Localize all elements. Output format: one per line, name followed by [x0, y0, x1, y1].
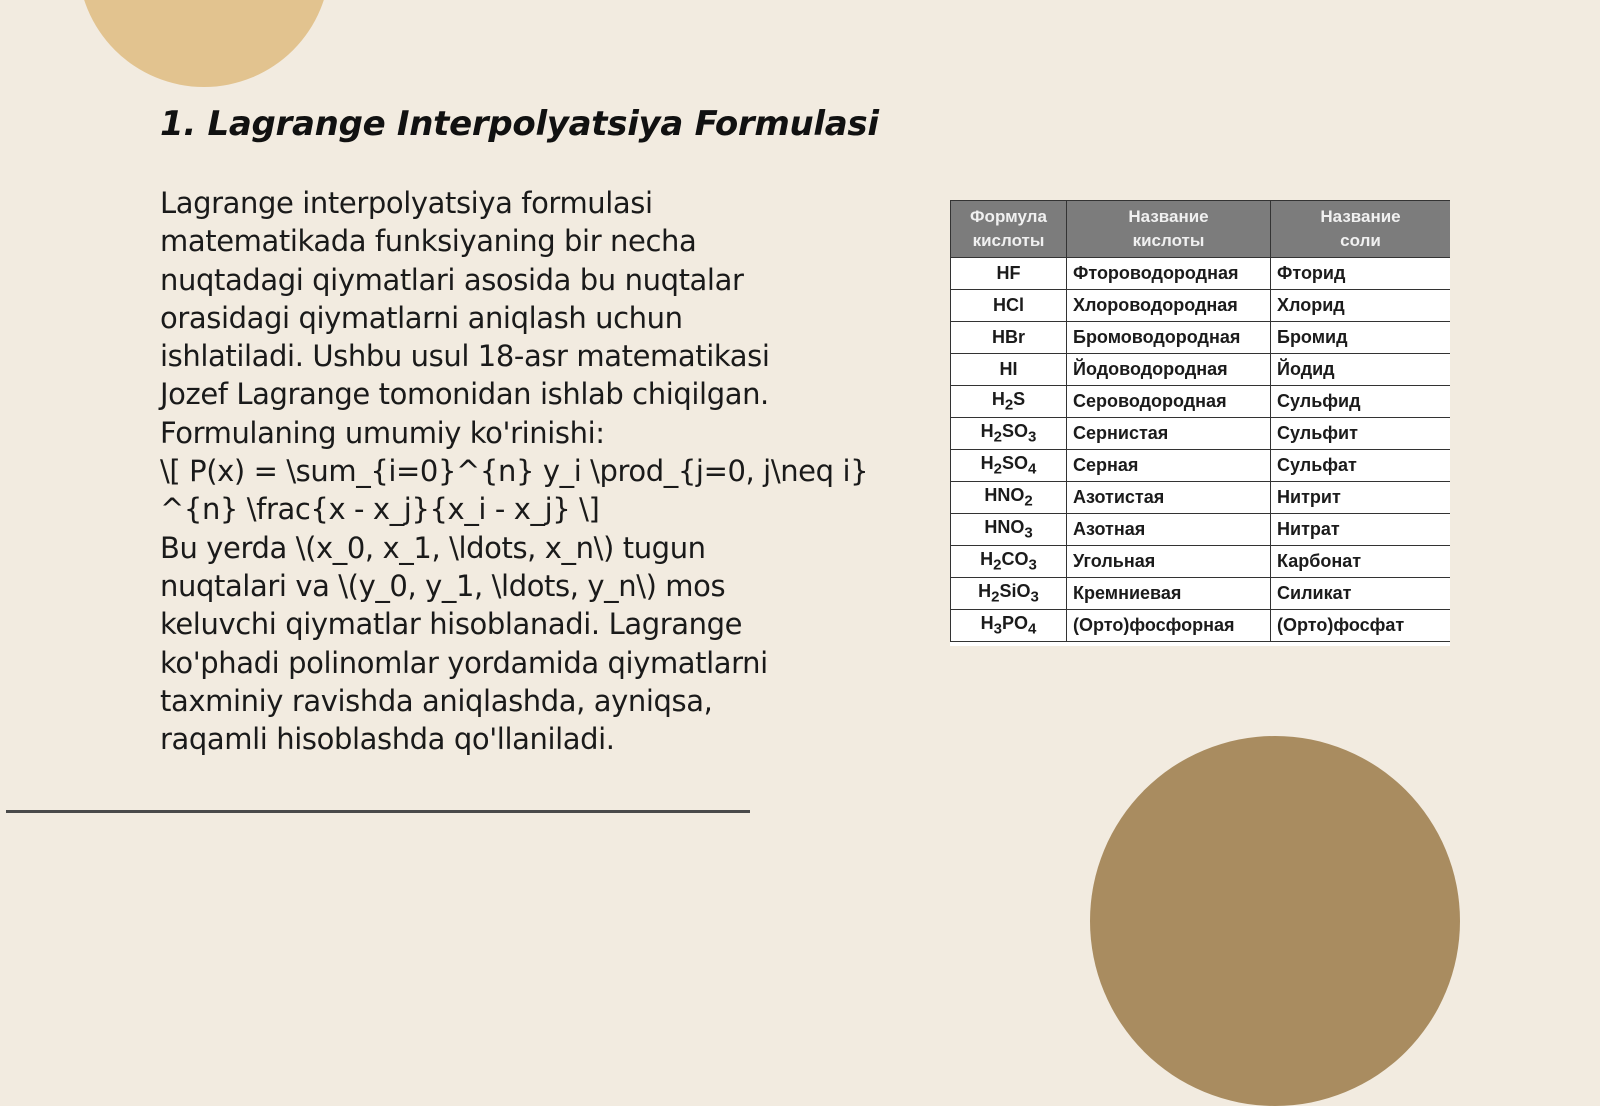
- formula-part: H: [991, 389, 1005, 410]
- formula-part: H: [978, 581, 992, 602]
- formula-subscript: 4: [1028, 620, 1037, 638]
- salt-name-cell: Фторид: [1271, 258, 1451, 290]
- formula-subscript: 2: [993, 428, 1002, 446]
- formula-line: \[ P(x) = \sum_{i=0}^{n} y_i \prod_{j=0, j\neq i}: [160, 454, 869, 489]
- header-line: Название: [1320, 207, 1401, 226]
- formula-cell: [951, 514, 1067, 546]
- formula-subscript: 4: [1028, 460, 1037, 478]
- body-line: Lagrange interpolyatsiya formulasi: [160, 186, 653, 220]
- acid-name-cell: Азотистая: [1067, 482, 1271, 514]
- decorative-circle-top: [78, 0, 330, 87]
- formula-cell: [951, 322, 1067, 354]
- body-line: Formulaning umumiy ko'rinishi:: [160, 415, 605, 450]
- formula-subscript: 3: [1030, 588, 1039, 606]
- table-row: [951, 546, 1451, 578]
- salt-name-cell: Бромид: [1271, 322, 1451, 354]
- formula-part: HCl: [993, 295, 1024, 315]
- formula-part: CO: [1001, 549, 1029, 570]
- acid-name-cell: Бромоводородная: [1067, 322, 1271, 354]
- salt-name-cell: Нитрит: [1271, 482, 1451, 514]
- body-line: keluvchi qiymatlar hisoblanadi. Lagrange: [160, 607, 743, 642]
- formula-part: SO: [1001, 453, 1028, 474]
- formula-cell: [951, 354, 1067, 386]
- slide-title: 1. Lagrange Interpolyatsiya Formulasi: [160, 104, 879, 144]
- formula-cell: [951, 290, 1067, 322]
- header-acid-name: [1067, 201, 1271, 258]
- acid-table-image: [950, 200, 1450, 646]
- salt-name-cell: Сульфат: [1271, 450, 1451, 482]
- table-row: [951, 482, 1451, 514]
- salt-name-cell: Сульфид: [1271, 386, 1451, 418]
- table-header-row: [951, 201, 1451, 258]
- formula-cell: [951, 386, 1067, 418]
- formula-cell: [951, 578, 1067, 610]
- formula-subscript: 3: [993, 620, 1002, 638]
- horizontal-divider: [6, 810, 750, 813]
- table-row: [951, 610, 1451, 642]
- formula-part: H: [980, 549, 994, 570]
- formula-part: HNO: [984, 485, 1025, 506]
- body-line: matematikada funksiyaning bir necha: [160, 224, 697, 259]
- body-line: orasidagi qiymatlarni aniqlash uchun: [160, 300, 683, 335]
- formula-line: ^{n} \frac{x - x_j}{x_i - x_j} \]: [160, 492, 600, 527]
- formula-part: HI: [999, 359, 1018, 379]
- formula-part: HBr: [991, 327, 1025, 347]
- formula-subscript: 2: [993, 556, 1002, 574]
- header-salt-name: [1271, 201, 1451, 258]
- table-row: [951, 514, 1451, 546]
- body-line: taxminiy ravishda aniqlashda, ayniqsa,: [160, 683, 713, 718]
- acid-name-cell: Угольная: [1067, 546, 1271, 578]
- formula-cell: [951, 610, 1067, 642]
- acid-name-cell: Йодоводородная: [1067, 354, 1271, 386]
- formula-cell: [951, 450, 1067, 482]
- salt-name-cell: Йодид: [1271, 354, 1451, 386]
- table-row: [951, 354, 1451, 386]
- table-row: [951, 450, 1451, 482]
- salt-name-cell: Хлорид: [1271, 290, 1451, 322]
- decorative-circle-bottom: [1090, 736, 1460, 1106]
- formula-subscript: 2: [991, 588, 1000, 606]
- acid-name-cell: Сернистая: [1067, 418, 1271, 450]
- formula-subscript: 3: [1028, 556, 1037, 574]
- table-row: [951, 578, 1451, 610]
- formula-subscript: 2: [1004, 396, 1014, 414]
- header-line: кислоты: [972, 231, 1045, 250]
- acid-name-cell: (Орто)фосфорная: [1067, 610, 1271, 642]
- table-row: [951, 322, 1451, 354]
- header-line: соли: [1340, 231, 1381, 250]
- table-row: [951, 386, 1451, 418]
- formula-part: S: [1013, 389, 1026, 410]
- formula-subscript: 3: [1024, 524, 1033, 542]
- salt-name-cell: Карбонат: [1271, 546, 1451, 578]
- body-line: Jozef Lagrange tomonidan ishlab chiqilgan.: [160, 377, 769, 412]
- table-row: [951, 418, 1451, 450]
- slide-body-text: [160, 184, 880, 758]
- formula-subscript: 3: [1028, 428, 1037, 446]
- formula-cell: [951, 482, 1067, 514]
- formula-part: H: [980, 453, 994, 474]
- header-line: Название: [1128, 207, 1209, 226]
- formula-cell: [951, 546, 1067, 578]
- formula-cell: [951, 418, 1067, 450]
- body-line: raqamli hisoblashda qo'llaniladi.: [160, 722, 615, 757]
- formula-subscript: 2: [1024, 492, 1033, 510]
- salt-name-cell: (Орто)фосфат: [1271, 610, 1451, 642]
- body-line: Bu yerda \(x_0, x_1, \ldots, x_n\) tugun: [160, 530, 706, 565]
- acid-name-cell: Азотная: [1067, 514, 1271, 546]
- formula-part: H: [980, 613, 994, 634]
- formula-cell: [951, 258, 1067, 290]
- salt-name-cell: Сульфит: [1271, 418, 1451, 450]
- body-line: nuqtadagi qiymatlari asosida bu nuqtalar: [160, 262, 744, 297]
- salt-name-cell: Силикат: [1271, 578, 1451, 610]
- body-line: ko'phadi polinomlar yordamida qiymatlarni: [160, 645, 768, 680]
- table-row: [951, 290, 1451, 322]
- formula-part: SiO: [999, 581, 1031, 602]
- formula-part: HNO: [984, 517, 1025, 538]
- acid-table: [950, 200, 1450, 642]
- acid-name-cell: Сероводородная: [1067, 386, 1271, 418]
- acid-name-cell: Фтороводородная: [1067, 258, 1271, 290]
- acid-name-cell: Серная: [1067, 450, 1271, 482]
- header-line: Формула: [970, 207, 1047, 226]
- header-line: кислоты: [1132, 231, 1205, 250]
- formula-subscript: 2: [993, 460, 1002, 478]
- formula-part: PO: [1001, 613, 1028, 634]
- header-formula: [951, 201, 1067, 258]
- table-row: [951, 258, 1451, 290]
- formula-part: H: [980, 421, 994, 442]
- acid-name-cell: Хлороводородная: [1067, 290, 1271, 322]
- body-line: nuqtalari va \(y_0, y_1, \ldots, y_n\) mos: [160, 568, 726, 603]
- salt-name-cell: Нитрат: [1271, 514, 1451, 546]
- body-line: ishlatiladi. Ushbu usul 18-asr matematikasi: [160, 339, 770, 374]
- formula-part: SO: [1001, 421, 1028, 442]
- acid-name-cell: Кремниевая: [1067, 578, 1271, 610]
- formula-part: HF: [996, 263, 1021, 283]
